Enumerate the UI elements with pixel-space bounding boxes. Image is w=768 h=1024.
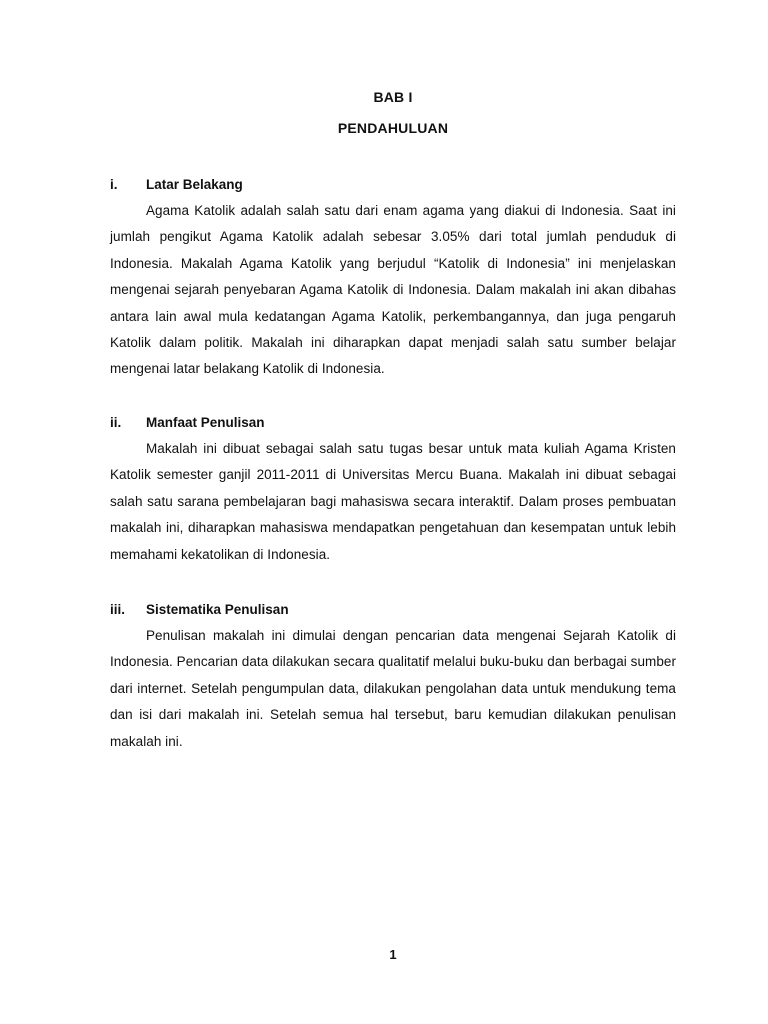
section-number: ii. [110,415,122,430]
section-number: iii. [110,602,126,617]
section-latar-belakang [110,172,676,383]
section-number: i. [110,177,118,192]
section-paragraph: Makalah ini dibuat sebagai salah satu tugas besar untuk mata kuliah Agama Kristen Katolik semester ganjil 2011-2011 di Universitas Mercu Buana. Makalah ini dibuat sebagai salah satu sarana pembelajaran bagi mahasiswa secara interaktif. Dalam proses pembuatan makalah ini, diharapkan mahasiswa mendapatkan pengetahuan dan kesempatan untuk lebih memahami kekatolikan di Indonesia. [110,441,676,562]
section-heading [110,410,676,436]
section-title: Sistematika Penulisan [146,602,289,617]
section-paragraph: Agama Katolik adalah salah satu dari enam agama yang diakui di Indonesia. Saat ini jumlah pengikut Agama Katolik adalah sebesar 3.05% dari total jumlah penduduk di Indonesia. Makalah Agama Katolik yang berjudul “Katolik di Indonesia” ini menjelaskan mengenai sejarah penyebaran Agama Katolik di Indonesia. Dalam makalah ini akan dibahas antara lain awal mula kedatangan Agama Katolik, perkembangannya, dan juga pengaruh Katolik dalam politik. Makalah ini diharapkan dapat menjadi salah satu sumber belajar mengenai latar belakang Katolik di Indonesia. [110,203,676,377]
page-number: 1 [389,947,397,962]
section-title: Manfaat Penulisan [146,415,265,430]
section-sistematika-penulisan [110,597,676,755]
section-heading [110,597,676,623]
section-title: Latar Belakang [146,177,243,192]
section-manfaat-penulisan [110,410,676,568]
section-heading [110,172,676,198]
section-paragraph: Penulisan makalah ini dimulai dengan pencarian data mengenai Sejarah Katolik di Indonesia. Pencarian data dilakukan secara qualitatif melalui buku-buku dan berbagai sumber dari internet. Setelah pengumpulan data, dilakukan pengolahan data untuk mendukung tema dan isi dari makalah ini. Setelah semua hal tersebut, baru kemudian dilakukan penulisan makalah ini. [110,628,676,749]
chapter-title: PENDAHULUAN [337,120,449,136]
chapter-label: BAB I [373,89,413,105]
